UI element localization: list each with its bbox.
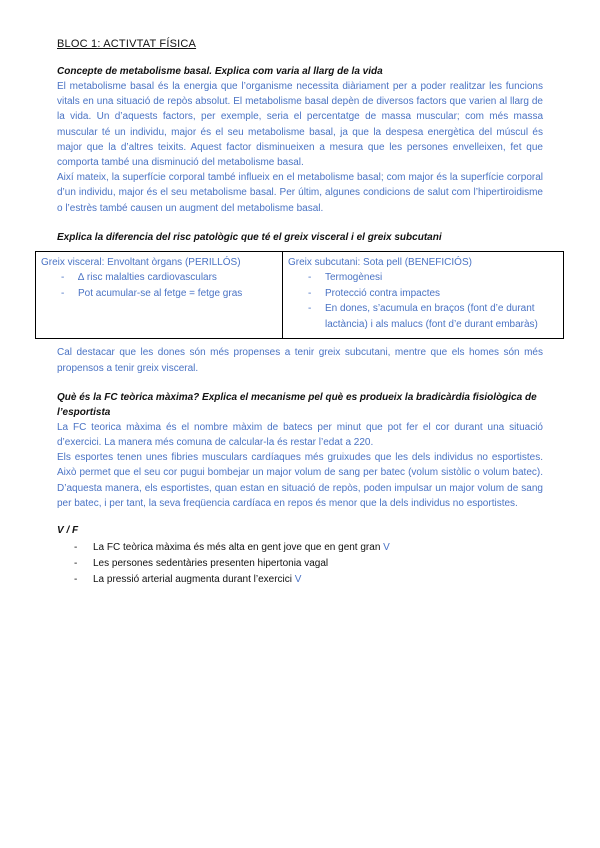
- statement: La pressió arterial augmenta durant l’exercici: [93, 573, 295, 585]
- list-item: - Termogènesi: [308, 270, 559, 286]
- list-item: [74, 572, 543, 588]
- question-fc-maxima: Què és la FC teòrica màxima? Explica el mecanisme pel què es produeix la bradicàrdia fisiològica de l’esportista: [57, 391, 537, 418]
- question-metabolisme-basal: Concepte de metabolisme basal. Explica com varia al llarg de la vida: [57, 66, 383, 77]
- answer-paragraph: Així mateix, la superfície corporal també influeix en el metabolisme basal; com major és la superfície corporal d’un individu, major és el seu metabolisme basal. Per últim, algunes condicions de salut com l’hipertiroidisme o l’estrès també causen un augment del metabolisme basal.: [57, 172, 543, 214]
- question-greix: Explica la diferencia del risc patològic que té el greix visceral i el greix subcutani: [57, 231, 442, 243]
- list-item: - En dones, s’acumula en braços (font d’e durant lactància) i als malucs (font d’e durant embaràs): [308, 301, 559, 332]
- visceral-cell: [36, 251, 283, 339]
- answer-paragraph: Cal destacar que les dones són més propenses a tenir greix subcutani, mentre que els homes són més propensos a tenir greix visceral.: [57, 347, 543, 374]
- answer-mark: V: [294, 573, 302, 585]
- list-item: - Protecció contra impactes: [308, 286, 559, 302]
- subcutani-heading: Greix subcutani: Sota pell (BENEFICIÓS): [288, 256, 472, 268]
- list-item: - Pot acumular-se al fetge = fetge gras: [61, 286, 278, 302]
- statement: Les persones sedentàries presenten hipertonia vagal: [93, 557, 329, 569]
- list-item: [74, 556, 543, 572]
- answer-mark: V: [383, 541, 390, 553]
- list-item: - ∆ risc malalties cardiovasculars: [61, 270, 278, 286]
- statement: La FC teòrica màxima és més alta en gent jove que en gent gran: [93, 541, 384, 553]
- answer-paragraph: El metabolisme basal és la energia que l’organisme necessita diàriament per a poder realitzar les funcions vitals en una situació de repòs absolut. El metabolisme basal depèn de diversos factors que varien al llarg de la vida. Un d’aquests factors, per exemple, seria el percentatge de massa muscular; com més massa muscular té un individu, major és el seu metabolisme basal, ja que la despesa energètica del múscul és major que la d’altres teixits. Aquest factor disminueixen a mesura que les persones envelleixen, fet que comporta també una disminució del metabolisme basal.: [57, 81, 543, 169]
- list-item: [74, 540, 543, 556]
- vf-title: V / F: [57, 524, 79, 536]
- answer-paragraph: La FC teorica màxima és el nombre màxim de batecs per minut que pot fer el cor durant una situació d’exercici. La manera més comuna de calcular-la és restar l’edat a 220.: [57, 421, 543, 448]
- visceral-heading: Greix visceral: Envoltant òrgans (PERILLÓS): [41, 256, 241, 268]
- subcutani-cell: [283, 251, 564, 339]
- page-title: BLOC 1: ACTIVTAT FÍSICA: [57, 38, 197, 50]
- answer-paragraph: Els esportes tenen unes fibries musculars cardíaques més gruixudes que les dels individus no esportistes. Això permet que el seu cor pugui bombejar un major volum de sang per batec (volum sistòlic o volum batec). D’aquesta manera, els esportistes, quan estan en situació de repòs, poden impulsar un major volum de sang per batec, i per tant, la seva freqüencia cardíaca en repos és menor que la dels individus no esportistes.: [57, 452, 543, 509]
- comparison-table: [35, 251, 564, 340]
- true-false-list: [57, 540, 543, 588]
- document-page: [41, 38, 543, 588]
